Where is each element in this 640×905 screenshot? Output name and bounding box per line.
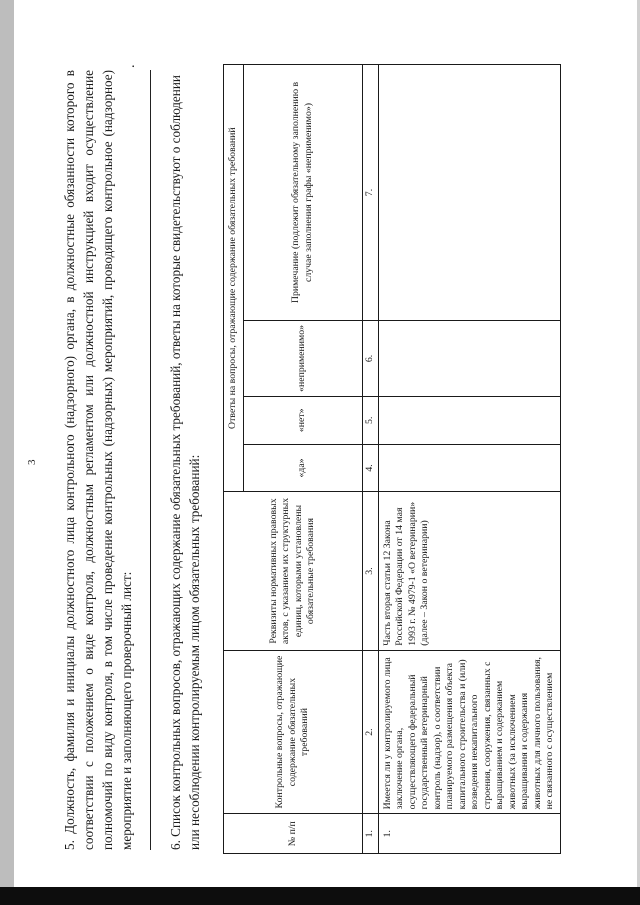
col-index: 2. [362,650,378,814]
row-question: Имеется ли у контролируемого лица заключение органа, осуществляющего федеральный государственный ветеринарный контроль (надзор), о соответствии планируемого размещения объекта капитального строительства и (или) возведения некапитального строения, сооружения, связанных с выращиванием и содержанием животных (за исключением выращивания и содержания животных для личного пользования, не связанного с осуществлением [378,650,560,814]
section-5-text: 5. Должность, фамилия и инициалы должностного лица контрольного (надзорного) органа, в должностные обязанности которого в соответствии с положением о виде контроля, должностным регламентом или должностной инструкцией входит осуществление полномочий по виду контроля, в том числе проведение контрольных (надзорных) мероприятий, проводящего контрольное (надзорное) мероприятие и заполняющего проверочный лист: [62,70,134,850]
row-num: 1. [378,814,560,854]
scan-border-left [0,0,14,905]
answer-no-cell[interactable] [378,396,560,444]
col-index: 6. [362,321,378,397]
answer-na-cell[interactable] [378,321,560,397]
document-page [18,30,618,890]
table-row [378,65,560,854]
column-index-row [362,65,378,854]
header-row-1 [224,65,244,854]
header-questions: Контрольные вопросы, отражающие содержание обязательных требований [224,650,363,814]
header-na: «неприменимо» [243,321,362,397]
col-index: 4. [362,444,378,492]
page-number: 3 [26,459,38,465]
header-yes: «да» [243,444,362,492]
signature-line [150,70,151,850]
header-note: Примечание (подлежит обязательному заполнению в случае заполнения графы «неприменимо») [243,65,362,321]
header-requisites: Реквизиты нормативных правовых актов, с указанием их структурных единиц, которыми установлены обязательные требования [224,492,363,650]
checklist-table [223,64,561,854]
answer-yes-cell[interactable] [378,444,560,492]
col-index: 1. [362,814,378,854]
row-requisite: Часть вторая статьи 12 Закона Российской Федерации от 14 мая 1993 г. № 4979-1 «О ветеринарии» (далее – Закон о ветеринарии) [378,492,560,650]
col-index: 3. [362,492,378,650]
col-index: 5. [362,396,378,444]
note-cell[interactable] [378,65,560,321]
header-no: «нет» [243,396,362,444]
header-answers: Ответы на вопросы, отражающие содержание обязательных требований [224,65,244,492]
section-6-text: 6. Список контрольных вопросов, отражающих содержание обязательных требований, ответы на которые свидетельствуют о соблюдении или несоблюдении контролируемым лицом обязательных требований: [168,75,202,850]
marker-dot: . [123,64,138,68]
col-index: 7. [362,65,378,321]
header-num: № п/п [224,814,363,854]
scan-border-bottom [0,887,640,905]
